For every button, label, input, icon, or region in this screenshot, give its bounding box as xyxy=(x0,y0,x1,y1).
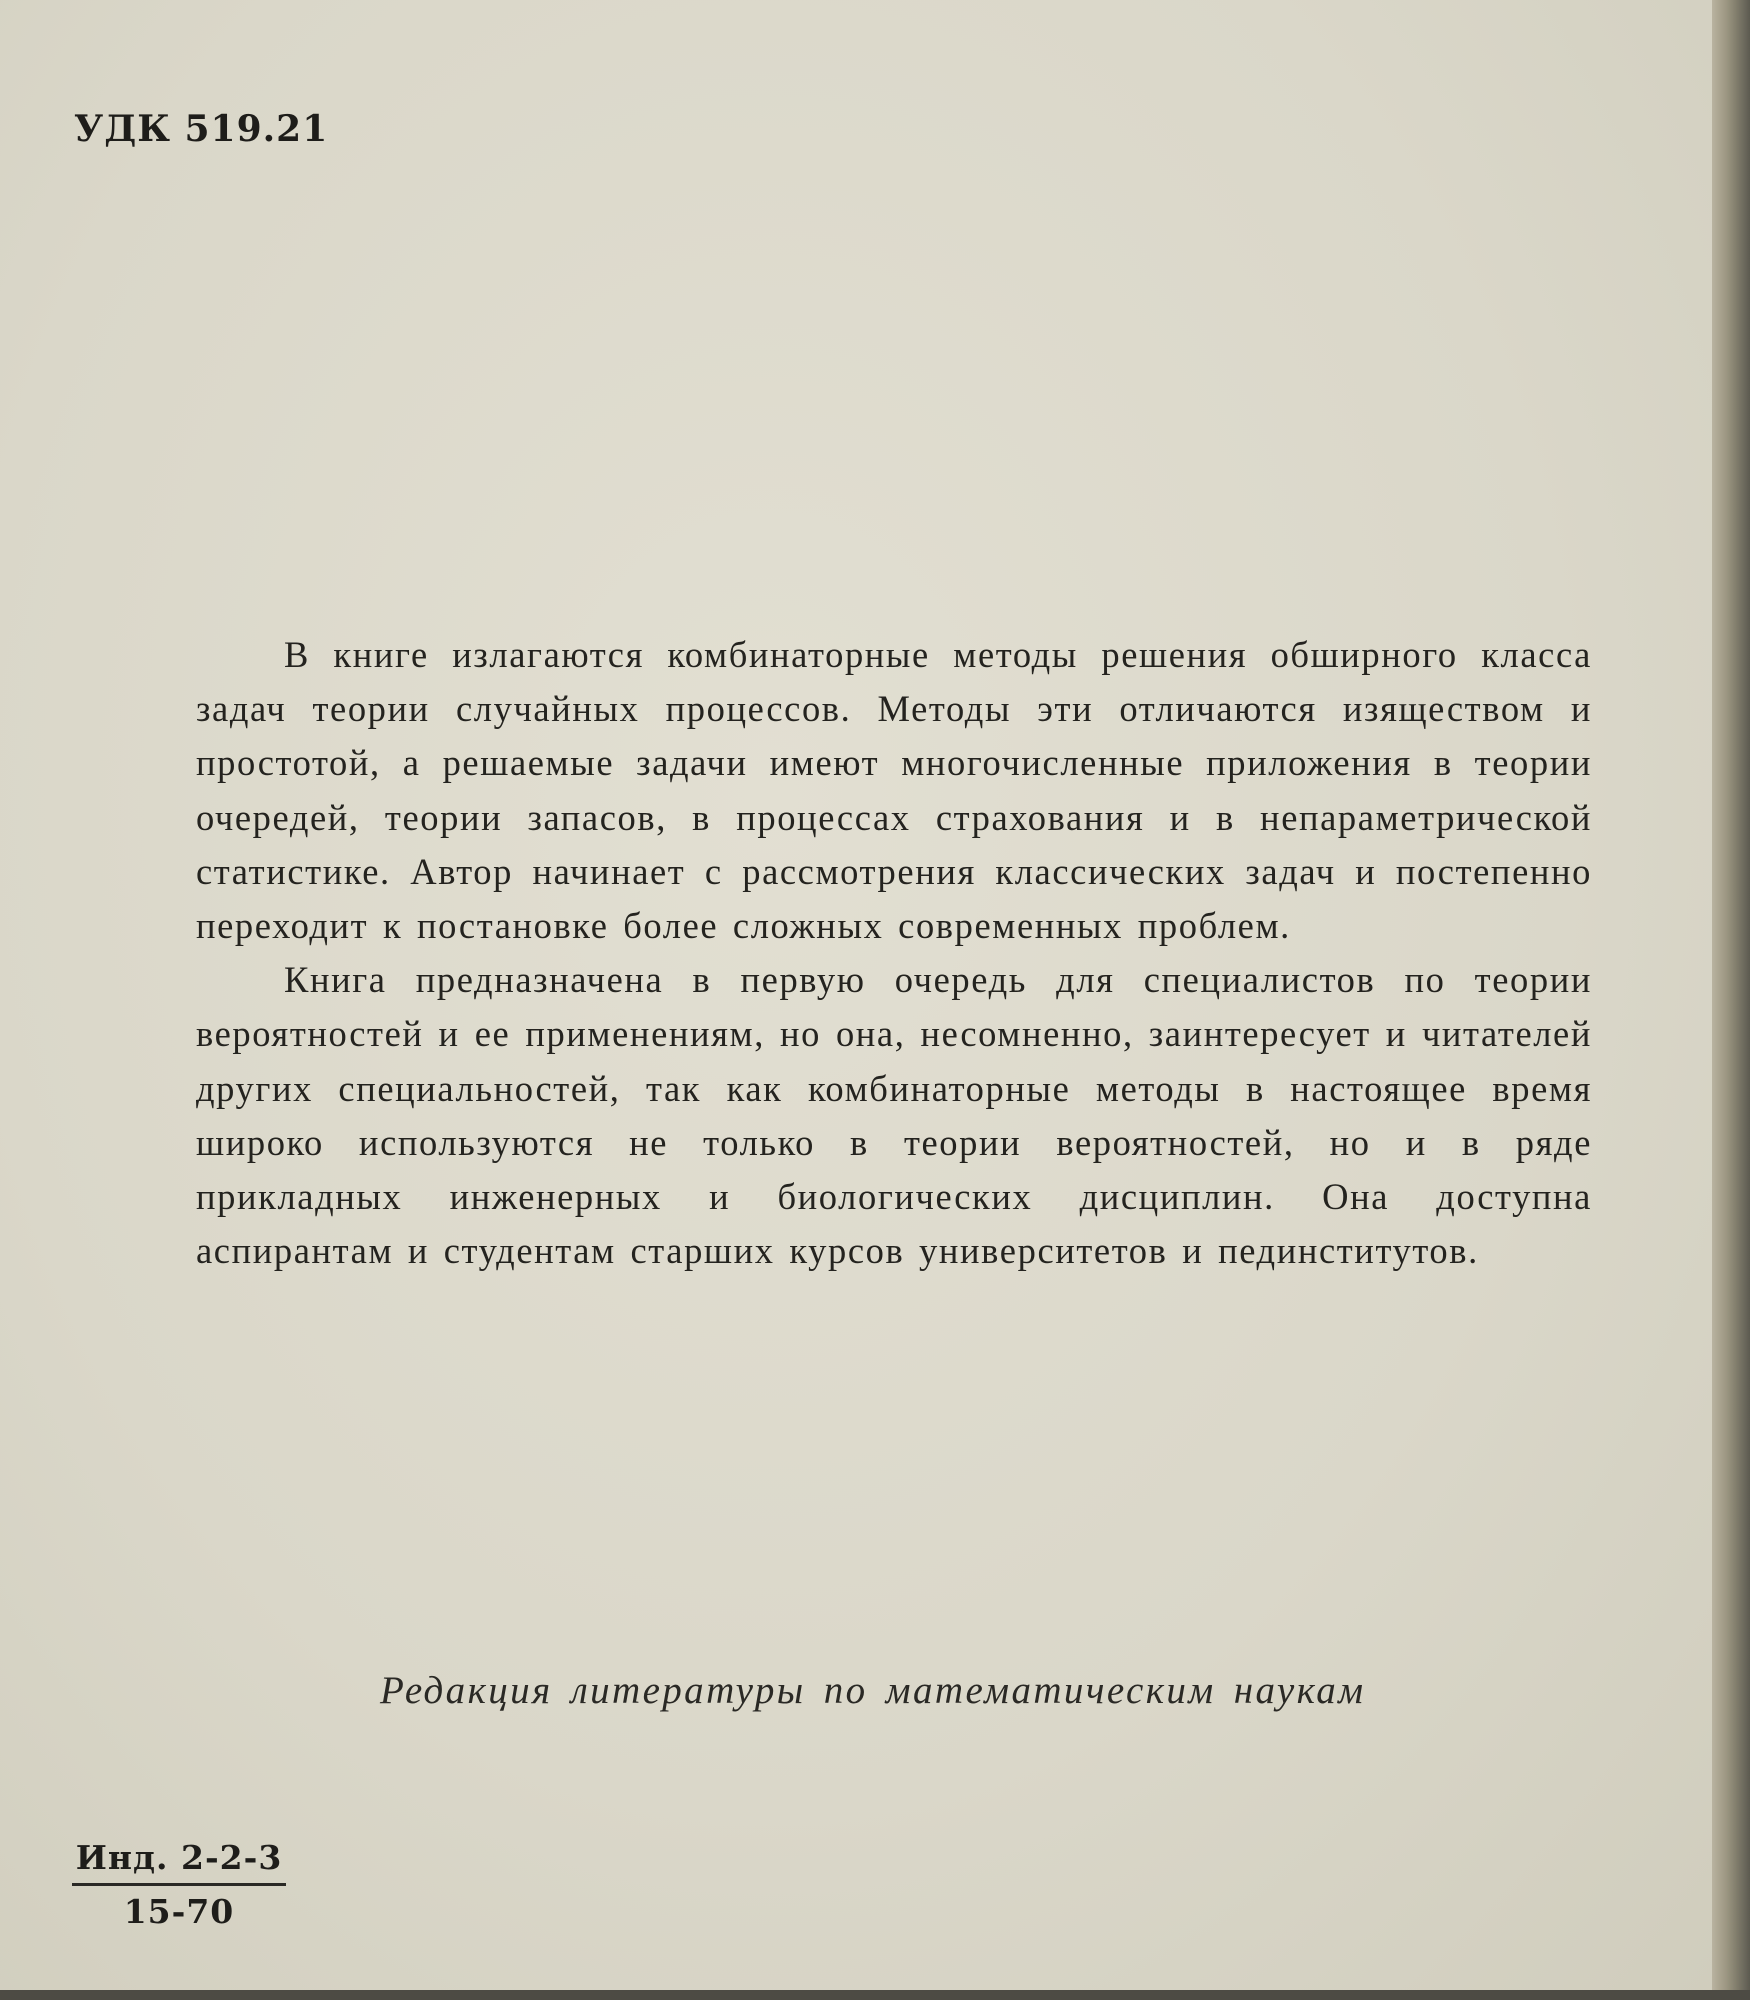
annotation-text xyxy=(196,628,1592,1278)
annotation-paragraph-2: Книга предназначена в первую очередь для специалистов по теории вероятностей и ее применениям, но она, несомненно, заинтересует и читателей других специальностей, так как комбинаторные методы в настоящее время широко используются не только в теории вероятностей, но и в ряде прикладных инженерных и биологических дисциплин. Она доступна аспирантам и студентам старших курсов университетов и пединститутов. xyxy=(196,959,1592,1272)
publication-index xyxy=(72,1838,286,1931)
bottom-edge xyxy=(0,1990,1750,2000)
index-number: 15-70 xyxy=(123,1892,235,1931)
page-edge xyxy=(1712,0,1750,2000)
index-code: Инд. 2-2-3 xyxy=(72,1838,286,1886)
udc-code: УДК 519.21 xyxy=(74,108,329,150)
editorial-note: Редакция литературы по математическим наукам xyxy=(380,1669,1366,1712)
annotation-paragraph-1: В книге излагаются комбинаторные методы решения обширного класса задач теории случайных процессов. Методы эти отличаются изяществом и простотой, а решаемые задачи имеют многочисленные приложения в теории очередей, теории запасов, в процессах страхования и в непараметрической статистике. Автор начинает с рассмотрения классических задач и постепенно переходит к постановке более сложных современных проблем. xyxy=(196,634,1592,947)
